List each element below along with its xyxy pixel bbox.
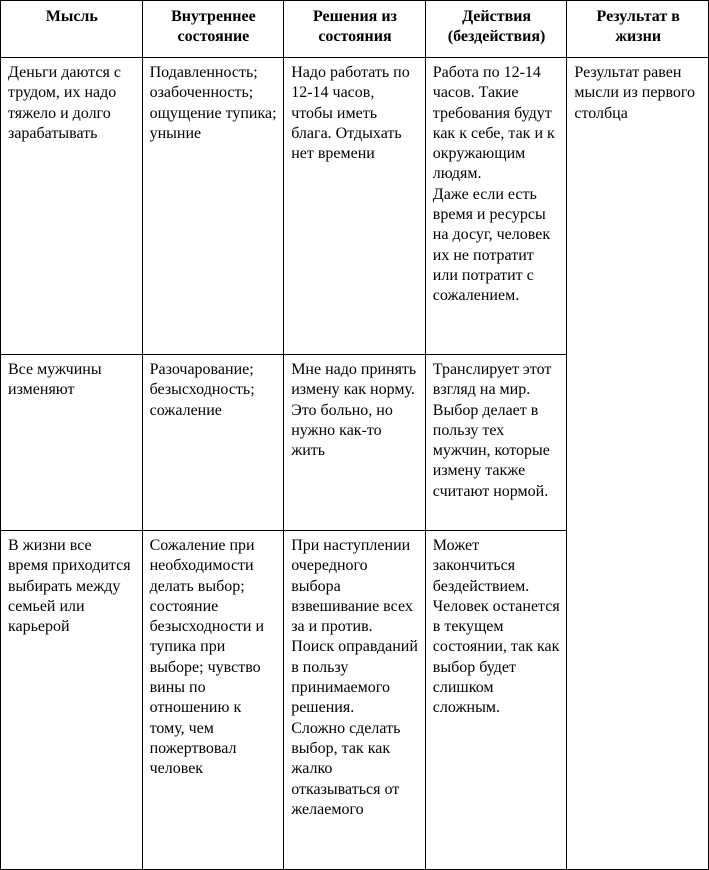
cell-thought: Деньги даются с трудом, их надо тяжело и долго зарабатывать <box>1 58 143 355</box>
header-result: Результат в жизни <box>567 1 709 58</box>
cell-result: Результат равен мысли из первого столбца <box>567 58 709 870</box>
header-thought: Мысль <box>1 1 143 58</box>
cell-decisions <box>284 531 426 870</box>
cell-actions: Транслирует этот взгляд на мир. Выбор делает в пользу тех мужчин, которые измену также считают нормой. <box>425 355 567 531</box>
actions-paragraph: Даже если есть время и ресурсы на досуг, человек их не потратит или потратит с сожалением. <box>432 185 551 305</box>
cell-state: Разочарование; безысходность; сожаление <box>142 355 284 531</box>
decisions-paragraph: При наступлении очередного выбора взвешивание всех за и против. <box>291 537 413 636</box>
table-row <box>1 58 709 355</box>
cell-actions <box>425 58 567 355</box>
cell-decisions: Надо работать по 12-14 часов, чтобы иметь блага. Отдыхать нет времени <box>284 58 426 355</box>
cell-state: Подавленность; озабоченность; ощущение тупика; уныние <box>142 58 284 355</box>
cell-state: Сожаление при необходимости делать выбор; состояние безысходности и тупика при выборе; чувство вины по отношению к тому, чем пожертвовал человек <box>142 531 284 870</box>
header-actions: Действия (бездействия) <box>425 1 567 58</box>
decisions-paragraph: Сложно сделать выбор, так как жалко отказываться от желаемого <box>291 719 401 818</box>
cell-actions: Может закончиться бездействием. Человек останется в текущем состоянии, так как выбор будет слишком сложным. <box>425 531 567 870</box>
decisions-paragraph: Поиск оправданий в пользу принимаемого решения. <box>291 638 418 717</box>
cell-thought: Все мужчины изменяют <box>1 355 143 531</box>
cell-thought: В жизни все время приходится выбирать между семьей или карьерой <box>1 531 143 870</box>
header-inner-state: Внутреннее состояние <box>142 1 284 58</box>
actions-paragraph: Работа по 12-14 часов. Такие требования будут как к себе, так и к окружающим людям. <box>432 64 555 183</box>
cell-decisions: Мне надо принять измену как норму. Это больно, но нужно как-то жить <box>284 355 426 531</box>
header-row <box>1 1 709 58</box>
header-decisions: Решения из состояния <box>284 1 426 58</box>
